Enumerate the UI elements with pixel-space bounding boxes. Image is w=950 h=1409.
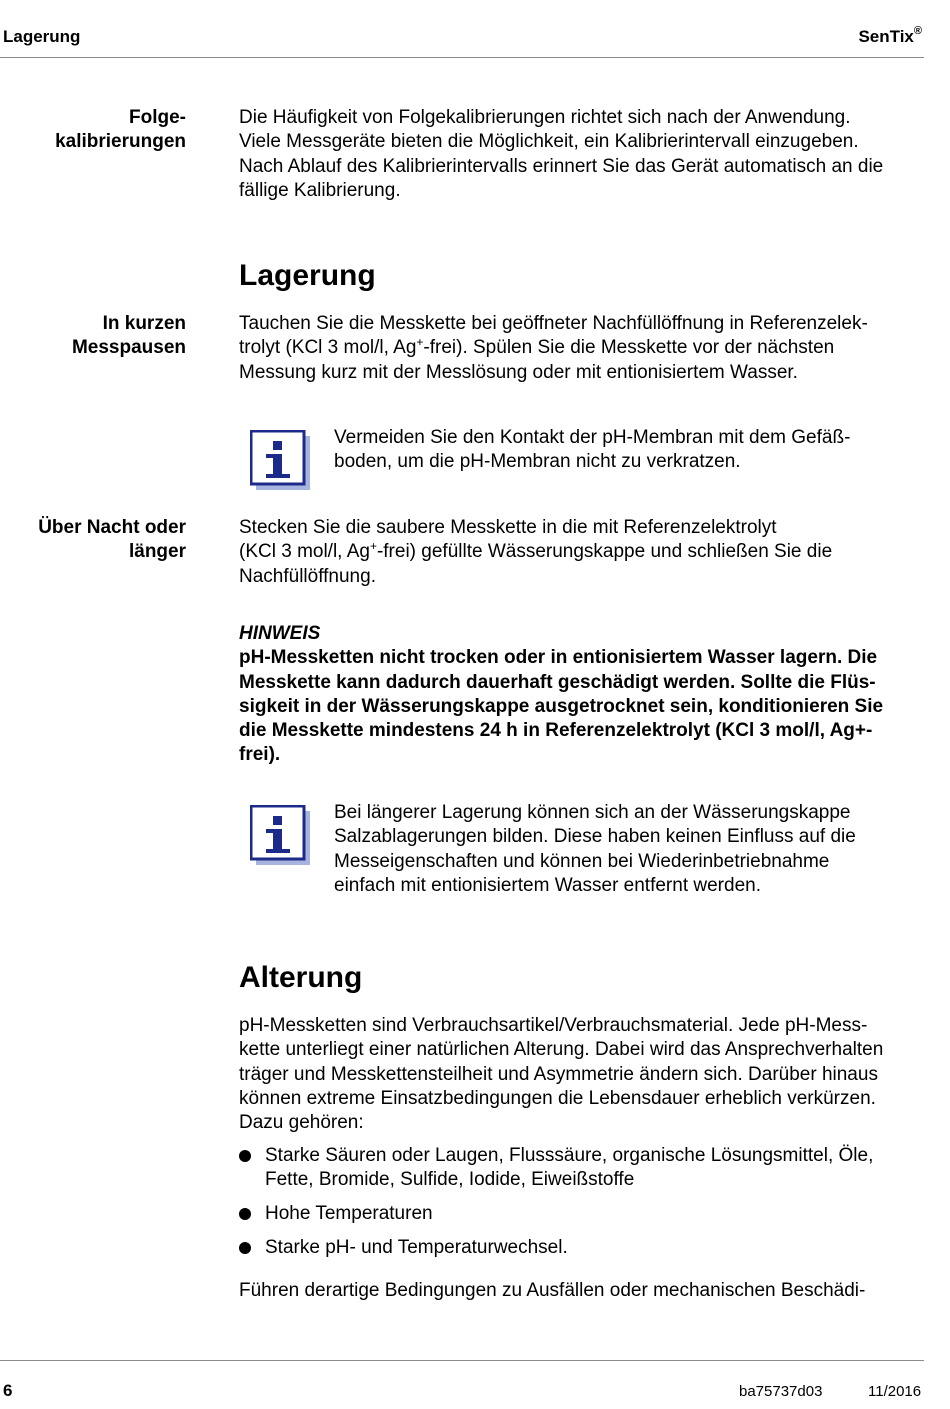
paragraph-alterung-intro: pH-Messketten sind Verbrauchsartikel/Verbrauchsmaterial. Jede pH-Mess- kette unterliegt einer natürlichen Alterung. Dabei wird das Ansprechverhalten träger und Messkettensteilheit und Asymmetrie ändern sich. Darüber hinaus können extreme Einsatzbedingungen die Lebensdauer erheblich verkürzen. Dazu gehören: [239, 1015, 884, 1134]
page-number: 6 [3, 1381, 13, 1400]
margin-label-ueber-nacht: Über Nacht oder länger [38, 517, 186, 563]
info-note-salzablagerungen: Bei längerer Lagerung können sich an der Wässerungskappe Salzablagerungen bilden. Diese haben keinen Einfluss auf die Messeigenschaften und können bei Wiederinbetriebnahme einfach mit entionisiertem Wasser entfernt werden. [334, 802, 856, 896]
paragraph-alterung-outro: Führen derartige Bedingungen zu Ausfällen oder mechanischen Beschädi- [239, 1280, 866, 1301]
list-item: Hohe Temperaturen [239, 1202, 929, 1226]
running-header-product: SenTix® [858, 25, 922, 46]
paragraph-folgekalibrierungen: Die Häufigkeit von Folgekalibrierungen richtet sich nach der Anwendung. Viele Messgeräte bieten die Möglichkeit, ein Kalibrierintervall einzugeben. Nach Ablauf des Kalibrierintervalls erinnert Sie das Gerät automatisch an die fällige Kalibrierung. [239, 107, 884, 201]
bullet-dot-icon [239, 1242, 251, 1254]
paragraph-ueber-nacht: Stecken Sie die saubere Messkette in die mit Referenzelektrolyt (KCl 3 mol/l, Ag+-frei) gefüllte Wässerungskappe und schließen Sie die Nachfüllöffnung. [239, 517, 833, 587]
heading-alterung: Alterung [239, 961, 363, 994]
bullet-dot-icon [239, 1208, 251, 1220]
margin-label-kurze-messpausen: In kurzen Messpausen [71, 313, 186, 359]
document-date: 11/2016 [868, 1383, 922, 1400]
list-item: Starke Säuren oder Laugen, Flusssäure, organische Lösungsmittel, Öle, Fette, Bromide, Sulfide, Iodide, Eiweißstoffe [239, 1144, 929, 1193]
info-icon [250, 430, 310, 490]
info-icon [250, 805, 310, 865]
running-header-title: Lagerung [3, 27, 81, 46]
bullet-dot-icon [239, 1150, 251, 1162]
hinweis-block: HINWEIS pH-Messketten nicht trocken oder in entionisiertem Wasser lagern. Die Messkette kann dadurch dauerhaft geschädigt werden. Sollte die Flüs- sigkeit in der Wässerungskappe ausgetrocknet sein, konditionieren Sie die Messkette mindestens 24 h in Referenzelektrolyt (KCl 3 mol/l, Ag+- frei). [239, 622, 929, 768]
list-item: Starke pH- und Temperaturwechsel. [239, 1236, 929, 1260]
footer-rule [0, 1360, 924, 1361]
hinweis-label: HINWEIS [239, 623, 321, 644]
info-note-gefaessboden: Vermeiden Sie den Kontakt der pH-Membran mit dem Gefäß- boden, um die pH-Membran nicht zu verkratzen. [334, 427, 851, 473]
paragraph-kurze-messpausen: Tauchen Sie die Messkette bei geöffneter Nachfüllöffnung in Referenzelek- trolyt (KCl 3 mol/l, Ag+-frei). Spülen Sie die Messkette vor der nächsten Messung kurz mit der Messlösung oder mit entionisiertem Wasser. [239, 313, 868, 383]
header-rule [0, 57, 924, 58]
bullet-list-einsatzbedingungen [239, 1144, 929, 1270]
heading-lagerung: Lagerung [239, 259, 376, 292]
margin-label-folgekalibrierungen: Folge- kalibrierungen [55, 107, 186, 153]
document-id: ba75737d03 [739, 1383, 823, 1400]
